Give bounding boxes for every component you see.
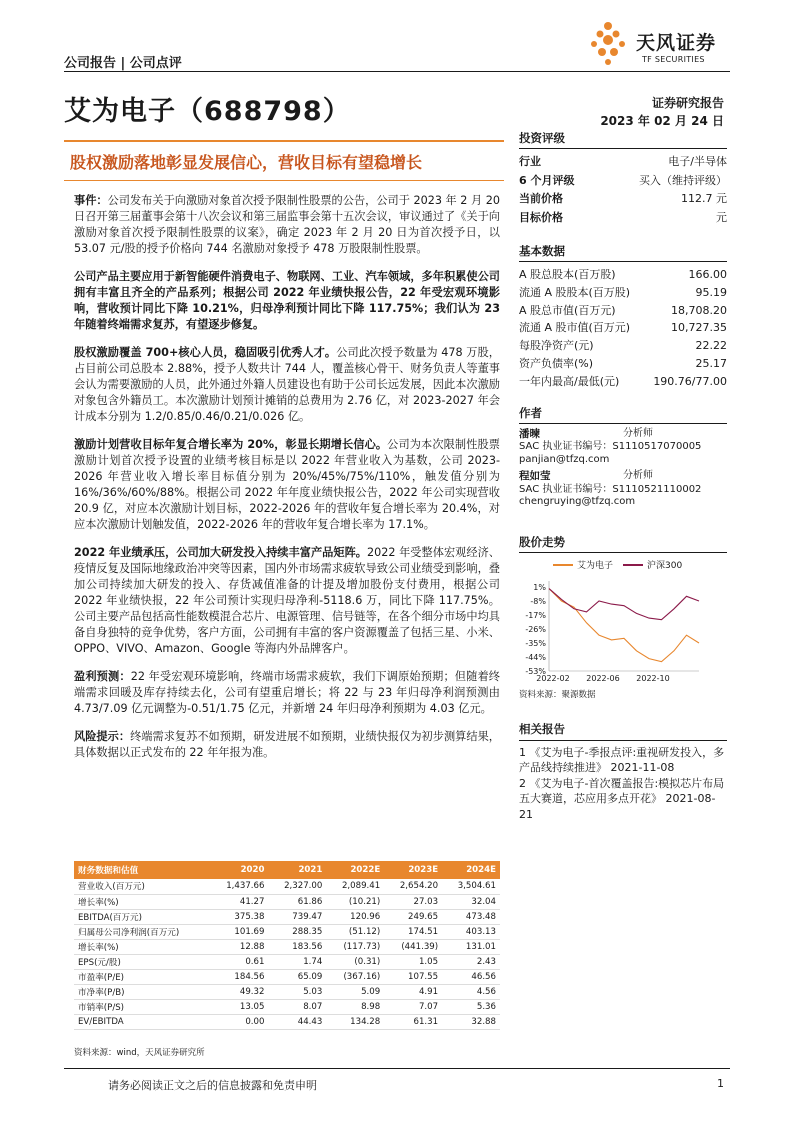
table-cell: 46.56: [442, 969, 500, 984]
table-cell: 市盈率(P/E): [74, 969, 211, 984]
legend-label: 艾为电子: [577, 561, 614, 571]
y-tick-label: -35%: [525, 639, 546, 648]
rating-value: 电子/半导体: [668, 155, 727, 168]
author-title: 分析师: [623, 470, 653, 482]
x-tick-label: 2022-10: [636, 674, 670, 683]
table-cell: 5.03: [268, 984, 326, 999]
series-line-index: [549, 589, 699, 620]
table-row: [74, 939, 500, 954]
paragraph-body: 公司为本次限制性股票激励计划首次授予设置的业绩考核目标是以 2022 年营业收入为基数，公司 2023-2026 年营业收入增长率目标值分别为 20%/45%/75%/110%，触发值分别为 16%/36%/60%/88%。根据公司 2022 年年度业绩快报公告，2022 年公司实现营收 20.9 亿，对应本次激励计划目标，2022-2026 年的营收年复合增长率为 20.4%，对应本次激励计划触发值，2022-2026 年的营收年复合增长率为 17.1%。: [74, 438, 500, 531]
table-header-cell: 2024E: [442, 861, 500, 879]
paragraph-body: 22 年受宏观环境影响，终端市场需求疲软，我们下调原始预期；但随着终端需求回暖及库存持续去化，公司有望重启增长；将 22 与 23 年归母净利润预测由 4.73/7.09 亿元调整为-0.51/1.75 亿元，并新增 24 年归母净利预期为 4.03 亿元。: [74, 670, 500, 715]
table-cell: 101.69: [211, 924, 269, 939]
paragraph-performance: [74, 545, 500, 657]
table-row: [74, 909, 500, 924]
table-cell: 8.98: [326, 999, 384, 1014]
paragraph-lead: 盈利预测：: [74, 670, 131, 683]
basic-data-label: 资产负债率(%): [519, 356, 594, 370]
author-email[interactable]: chengruying@tfzq.com: [519, 496, 636, 508]
table-cell: 市净率(P/B): [74, 984, 211, 999]
rating-value: 买入（维持评级）: [639, 173, 727, 187]
headline-top-rule: [64, 140, 504, 142]
basic-data-row: [519, 284, 727, 302]
table-cell: (441.39): [384, 939, 442, 954]
table-row: [74, 879, 500, 894]
table-cell: 4.91: [384, 984, 442, 999]
related-heading: 相关报告: [519, 722, 727, 741]
table-cell: 7.07: [384, 999, 442, 1014]
table-row: [74, 999, 500, 1014]
table-cell: (117.73): [326, 939, 384, 954]
rating-label: 目标价格: [519, 210, 563, 224]
logo-text: 天风证券: [636, 32, 717, 54]
headline: 股权激励落地彰显发展信心，营收目标有望稳增长: [70, 153, 423, 172]
table-cell: 1.74: [268, 954, 326, 969]
author-cert: SAC 执业证书编号：S1110521110002: [519, 483, 702, 495]
main-text: [74, 193, 500, 773]
table-cell: 增长率(%): [74, 894, 211, 909]
table-cell: 8.07: [268, 999, 326, 1014]
table-cell: EV/EBITDA: [74, 1014, 211, 1029]
table-cell: 0.00: [211, 1014, 269, 1029]
table-cell: 归属母公司净利润(百万元): [74, 924, 211, 939]
table-cell: 49.32: [211, 984, 269, 999]
table-header-cell: 2023E: [384, 861, 442, 879]
footer-divider: [64, 1068, 730, 1069]
price-chart: [519, 553, 727, 683]
basic-data-value: 10,727.35: [671, 321, 727, 335]
basic-data-label: 一年内最高/最低(元): [519, 374, 620, 388]
price-chart-section: [519, 534, 727, 700]
paragraph-target: [74, 437, 500, 533]
table-row: [74, 954, 500, 969]
table-cell: EPS(元/股): [74, 954, 211, 969]
table-cell: 13.05: [211, 999, 269, 1014]
table-cell: 134.28: [326, 1014, 384, 1029]
basic-data-value: 22.22: [695, 339, 727, 353]
table-cell: 65.09: [268, 969, 326, 984]
table-cell: 1,437.66: [211, 879, 269, 894]
author-title: 分析师: [623, 427, 653, 439]
author-entry: [519, 428, 727, 467]
paragraph-incentive: [74, 345, 500, 425]
rating-row: [519, 190, 727, 209]
author-list: [519, 428, 727, 509]
header-divider: [64, 71, 730, 72]
table-cell: 32.88: [442, 1014, 500, 1029]
rating-row: [519, 153, 727, 172]
company-title: 艾为电子（688798）: [64, 96, 351, 127]
table-row: [74, 1014, 500, 1029]
table-cell: 1.05: [384, 954, 442, 969]
table-cell: 288.35: [268, 924, 326, 939]
table-cell: EBITDA(百万元): [74, 909, 211, 924]
headline-bottom-rule: [64, 180, 504, 181]
table-cell: 61.86: [268, 894, 326, 909]
rating-value: 112.7 元: [681, 192, 727, 205]
table-cell: 3,504.61: [442, 879, 500, 894]
related-report-item[interactable]: 1 《艾为电子-季报点评:重视研发投入，多产品线持续推进》 2021-11-08: [519, 745, 725, 774]
basic-data-row: [519, 302, 727, 320]
basic-data-value: 166.00: [688, 268, 727, 281]
table-header-cell: 2022E: [326, 861, 384, 879]
basic-data-value: 25.17: [695, 356, 727, 370]
table-cell: 27.03: [384, 894, 442, 909]
paragraph-lead: 风险提示：: [74, 730, 131, 743]
basic-data-row: [519, 355, 727, 373]
table-cell: 249.65: [384, 909, 442, 924]
basic-data-label: 流通 A 股市值(百万元): [519, 321, 631, 335]
basic-data-label: A 股总市值(百万元): [519, 303, 616, 317]
related-reports: [519, 722, 727, 822]
x-tick-label: 2022-02: [536, 674, 570, 683]
table-cell: 739.47: [268, 909, 326, 924]
basic-data-label: 每股净资产(元): [519, 339, 594, 353]
table-cell: 2.43: [442, 954, 500, 969]
rating-label: 行业: [519, 155, 541, 168]
series-line-company: [549, 589, 699, 662]
basic-data-label: A 股总股本(百万股): [519, 268, 616, 281]
disclaimer-link[interactable]: 请务必阅读正文之后的信息披露和免责申明: [108, 1079, 317, 1092]
page-number: 1: [717, 1077, 724, 1090]
table-cell: 营业收入(百万元): [74, 879, 211, 894]
table-cell: 0.61: [211, 954, 269, 969]
rating-row: [519, 172, 727, 191]
paragraph-summary: [74, 269, 500, 333]
author-line: [519, 428, 727, 442]
related-report-item[interactable]: 2 《艾为电子-首次覆盖报告:模拟芯片布局五大赛道，芯应用多点开花》 2021-08-21: [519, 776, 725, 821]
table-cell: 107.55: [384, 969, 442, 984]
table-cell: 12.88: [211, 939, 269, 954]
table-row: [74, 984, 500, 999]
basic-data-table: [519, 266, 727, 391]
table-cell: 131.01: [442, 939, 500, 954]
legend-label: 沪深300: [647, 561, 683, 571]
price-chart-heading: 股价走势: [519, 534, 727, 553]
authors-heading: 作者: [519, 405, 727, 424]
table-row: [74, 894, 500, 909]
x-tick-label: 2022-06: [586, 674, 620, 683]
basic-data-row: [519, 337, 727, 355]
table-cell: 2,654.20: [384, 879, 442, 894]
paragraph-lead: 公司产品主要应用于新智能硬件消费电子、物联网、工业、汽车领域，多年积累使公司拥有丰富且齐全的产品系列；根据公司 2022 年业绩快报公告，22 年受宏观环境影响，营收预计同比下降 10.21%，归母净利预计同比下降 117.75%；我们认为 23 年随着终端需求复苏，有望逐步修复。: [74, 270, 500, 331]
rating-table: [519, 153, 727, 227]
table-cell: 4.56: [442, 984, 500, 999]
paragraph-lead: 股权激励覆盖 700+核心人员，稳固吸引优秀人才。: [74, 346, 337, 359]
table-source: 资料来源：wind，天风证券研究所: [74, 1048, 205, 1058]
rating-heading: 投资评级: [519, 130, 727, 149]
sidebar: [519, 130, 727, 513]
author-line: [519, 470, 727, 484]
table-header-cell: 财务数据和估值: [74, 861, 211, 879]
financial-table: [74, 861, 500, 1030]
table-cell: 44.43: [268, 1014, 326, 1029]
paragraph-body: 公司发布关于向激励对象首次授予限制性股票的公告，公司于 2023 年 2 月 20 日召开第三届董事会第十八次会议和第三届监事会第十五次会议，审议通过了《关于向激励对象首次授予限制性股票的议案》，确定 2023 年 2 月 20 日为首次授予日，以 53.07 元/股的授予价格向 744 名激励对象授予 478 万股限制性股票。: [74, 194, 500, 255]
basic-data-value: 190.76/77.00: [653, 374, 727, 388]
table-cell: 375.38: [211, 909, 269, 924]
table-row: [74, 969, 500, 984]
table-header-cell: 2021: [268, 861, 326, 879]
table-cell: (10.21): [326, 894, 384, 909]
table-cell: 41.27: [211, 894, 269, 909]
chart-source: 资料来源：聚源数据: [519, 690, 596, 700]
table-cell: 5.36: [442, 999, 500, 1014]
table-cell: 403.13: [442, 924, 500, 939]
author-email[interactable]: panjian@tfzq.com: [519, 453, 610, 465]
table-cell: 2,089.41: [326, 879, 384, 894]
table-cell: 174.51: [384, 924, 442, 939]
financial-table-header: [74, 861, 500, 879]
rating-row: [519, 209, 727, 228]
basic-data-value: 95.19: [695, 285, 727, 299]
report-type: 公司报告 | 公司点评: [64, 56, 182, 71]
table-cell: 增长率(%): [74, 939, 211, 954]
table-cell: 32.04: [442, 894, 500, 909]
author-cert: SAC 执业证书编号：S1110517070005: [519, 441, 702, 453]
y-tick-label: -26%: [525, 625, 546, 634]
report-date: 2023 年 02 月 24 日: [600, 114, 724, 128]
rating-label: 6 个月评级: [519, 173, 575, 187]
paragraph-body: 公司此次授予数量为 478 万股，占目前公司总股本 2.88%，授予人数共计 744 人，覆盖核心骨干、财务负责人等董事会认为需要激励的人员，此外通过外籍人员建设也有助于公司长远发展，因此本次激励对象包含外籍员工。本次激励计划预计摊销的总费用为 2.76 亿，对 2023-2027 年会计成本分别为 1.2/0.85/0.46/0.21/0.026 亿。: [74, 346, 500, 423]
y-tick-label: 1%: [533, 583, 546, 592]
basic-data-row: [519, 319, 727, 337]
paragraph-body: 2022 年受整体宏观经济、疫情反复及国际地缘政治冲突等因素，国内外市场需求疲软导致公司业绩受到影响，叠加公司持续加大研发的投入、存货减值准备的计提及增加股份支付费用，根据公司 2022 年业绩快报，22 年公司预计实现归母净利-5118.6 万，同比下降 117.75%。公司主要产品包括高性能数模混合芯片、电源管理、信号链等，在各个细分市场中均具备自身独特的竞争优势，客户方面，公司拥有丰富的客户资源覆盖了包括三星、小米、OPPO、VIVO、Amazon、Google 等海内外品牌客户。: [74, 546, 500, 655]
paragraph-lead: 事件：: [74, 194, 108, 207]
author-name: 程如莹: [519, 470, 551, 483]
rating-label: 当前价格: [519, 192, 563, 205]
author-entry: [519, 470, 727, 509]
author-name: 潘暕: [519, 427, 540, 440]
table-row: [74, 924, 500, 939]
table-cell: 2,327.00: [268, 879, 326, 894]
paragraph-forecast: [74, 669, 500, 717]
y-tick-label: -44%: [525, 653, 546, 662]
y-tick-label: -8%: [530, 597, 546, 606]
logo-text-en: TF SECURITIES: [642, 55, 705, 64]
paragraph-body: 终端需求复苏不如预期，研发进展不如预期，业绩快报仅为初步测算结果，具体数据以正式发布的 22 年年报为准。: [74, 730, 500, 759]
basic-data-label: 流通 A 股股本(百万股): [519, 285, 631, 299]
table-cell: 120.96: [326, 909, 384, 924]
table-cell: 473.48: [442, 909, 500, 924]
basic-data-row: [519, 373, 727, 391]
report-kind: 证券研究报告: [651, 96, 724, 110]
table-cell: (367.16): [326, 969, 384, 984]
table-cell: 184.56: [211, 969, 269, 984]
basic-data-heading: 基本数据: [519, 243, 727, 262]
table-cell: (51.12): [326, 924, 384, 939]
basic-data-value: 18,708.20: [671, 303, 727, 317]
table-header-cell: 2020: [211, 861, 269, 879]
table-cell: 5.09: [326, 984, 384, 999]
table-cell: 183.56: [268, 939, 326, 954]
y-tick-label: -53%: [525, 667, 546, 676]
paragraph-event: [74, 193, 500, 257]
table-cell: 市销率(P/S): [74, 999, 211, 1014]
y-tick-label: -17%: [525, 611, 546, 620]
basic-data-row: [519, 266, 727, 284]
table-cell: 61.31: [384, 1014, 442, 1029]
paragraph-risk: [74, 729, 500, 761]
table-cell: (0.31): [326, 954, 384, 969]
paragraph-lead: 2022 年业绩承压，公司加大研发投入持续丰富产品矩阵。: [74, 546, 368, 559]
paragraph-lead: 激励计划营收目标年复合增长率为 20%，彰显长期增长信心。: [74, 438, 388, 451]
rating-value: 元: [716, 210, 727, 224]
